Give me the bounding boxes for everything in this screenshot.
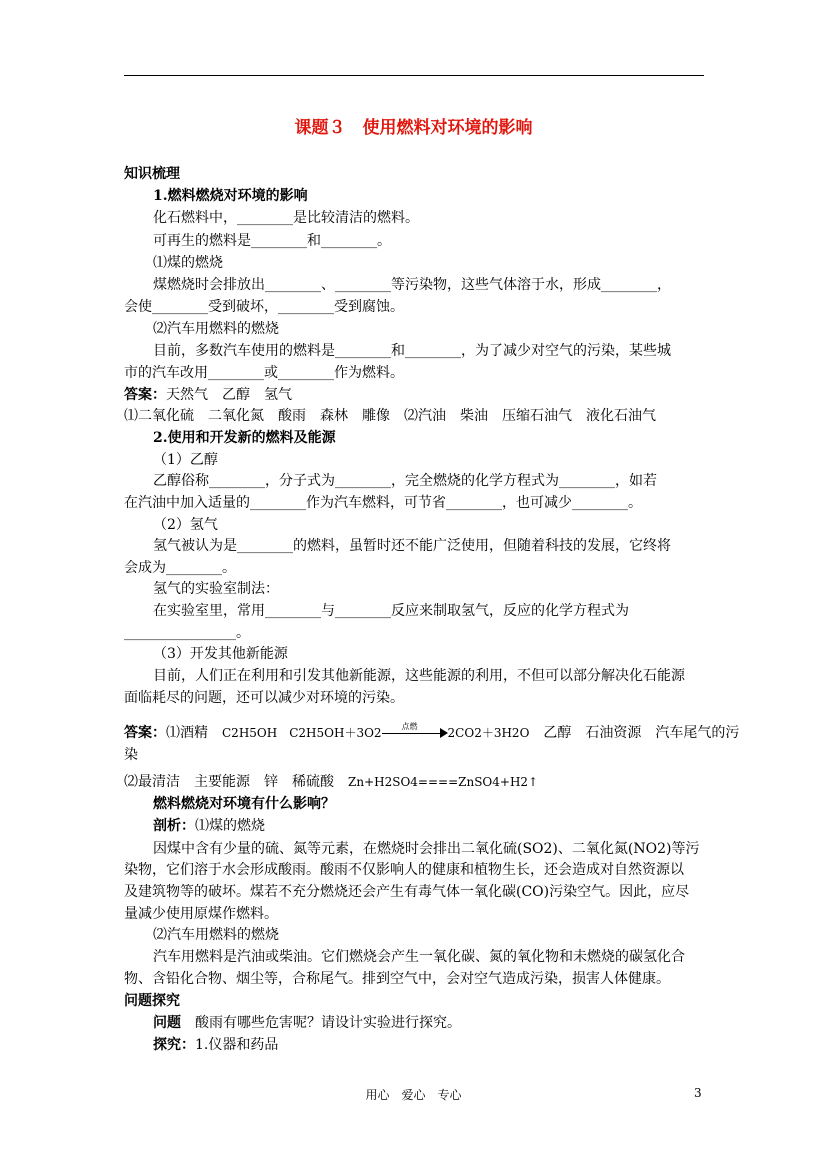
explore-label: 探究：	[153, 1037, 195, 1053]
answer-text: ⑵最清洁 主要能源 锌 稀硫酸	[124, 774, 348, 790]
section-heading-knowledge: 知识梳理	[124, 166, 180, 182]
text-line: 可再生的燃料是________和________。	[153, 233, 391, 249]
chem-formula: Zn+H2SO4====ZnSO4+H2↑	[348, 775, 539, 789]
answer-2: ⑴二氧化硫 二氧化氮 酸雨 森林 雕像 ⑵汽油 柴油 压缩石油气 液化石油气	[124, 408, 656, 424]
page-number: 3	[694, 1086, 702, 1100]
problem-line	[153, 1014, 461, 1032]
text-line: 市的汽车改用________或________作为燃料。	[124, 365, 404, 381]
answer-text: 天然气 乙醇 氢气	[166, 387, 292, 403]
text-line: 目前，多数汽车使用的燃料是________和________，为了减少对空气的污染，某些城	[153, 343, 671, 359]
text-line: 氢气被认为是________的燃料，虽暂时还不能广泛使用，但随着科技的发展，它终将	[153, 538, 671, 554]
footer-motto: 用心 爱心 专心	[365, 1088, 462, 1102]
problem-text: 酸雨有哪些危害呢？请设计实验进行探究。	[181, 1015, 461, 1031]
text-line: 化石燃料中，________是比较清洁的燃料。	[153, 210, 419, 226]
answer-text: ⑴酒精	[166, 725, 222, 741]
subheading-new-fuels: 2.使用和开发新的燃料及能源	[153, 430, 336, 446]
answer-label: 答案：	[124, 725, 166, 741]
subheading-car-fuel: ⑵汽车用燃料的燃烧	[153, 321, 279, 337]
reaction-condition: 点燃	[401, 722, 418, 731]
text-line: 氢气的实验室制法：	[153, 581, 279, 597]
text-line: 汽车用燃料是汽油或柴油。它们燃烧会产生一氧化碳、氮的氧化物和未燃烧的碳氢化合	[153, 949, 685, 965]
text-line: 会使________受到破坏，________受到腐蚀。	[124, 299, 404, 315]
subheading-fuel-impact: 1.燃料燃烧对环境的影响	[153, 188, 308, 204]
answer-1	[124, 386, 292, 404]
chem-formula: 2CO2＋3H2O	[447, 726, 530, 740]
subheading-hydrogen: （2）氢气	[153, 517, 218, 533]
analysis-title: ⑴煤的燃烧	[195, 818, 265, 834]
text-line: 物、含铅化合物、烟尘等，合称尾气。排到空气中，会对空气造成污染，损害人体健康。	[124, 971, 670, 987]
explore-line	[153, 1036, 278, 1054]
text-line: 在汽油中加入适量的________作为汽车燃料，可节省________，也可减少________。	[124, 495, 642, 511]
section-heading-inquiry: 问题探究	[124, 993, 180, 1009]
page-title: 课题３ 使用燃料对环境的影响	[294, 118, 533, 138]
text-line: 因煤中含有少量的硫、氮等元素，在燃烧时会排出二氧化硫(SO2)、二氧化氮(NO2)等污	[153, 841, 700, 857]
text-line: 在实验室里，常用________与________反应来制取氢气，反应的化学方程式为	[153, 603, 629, 619]
text-line: 量减少使用原煤作燃料。	[124, 906, 278, 922]
header-rule	[124, 75, 704, 76]
explore-text: 1.仪器和药品	[195, 1037, 279, 1053]
text-line: 煤燃烧时会排放出________、________等污染物，这些气体溶于水，形成________，	[153, 277, 671, 293]
text-line: 染	[124, 747, 138, 763]
answer-line	[124, 773, 538, 791]
answer-label: 答案：	[124, 387, 166, 403]
answer-section2	[124, 724, 739, 742]
reaction-arrow-icon	[382, 722, 448, 739]
question-heading: 燃料燃烧对环境有什么影响？	[153, 796, 335, 812]
text-line: 会成为________。	[124, 560, 236, 576]
answer-text: 乙醇 石油资源 汽车尾气的污	[529, 725, 740, 741]
text-line: 及建筑物等的破坏。煤若不充分燃烧还会产生有毒气体一氧化碳(CO)污染空气。因此，应尽	[124, 884, 690, 900]
subheading-new-energy: （3）开发其他新能源	[153, 646, 288, 662]
text-line: 面临耗尽的问题，还可以减少对环境的污染。	[124, 690, 404, 706]
text-line: ________________。	[124, 625, 250, 641]
text-line: 目前，人们正在利用和引发其他新能源，这些能源的利用，不但可以部分解决化石能源	[153, 668, 685, 684]
analysis-label: 剖析：	[153, 818, 195, 834]
chem-formula: C2H5OH C2H5OH＋3O2	[222, 726, 382, 740]
subheading-car-fuel: ⑵汽车用燃料的燃烧	[153, 927, 279, 943]
text-line: 染物，它们溶于水会形成酸雨。酸雨不仅影响人的健康和植物生长，还会造成对自然资源以	[124, 862, 684, 878]
problem-label: 问题	[153, 1015, 181, 1031]
analysis-line	[153, 817, 265, 835]
subheading-ethanol: （1）乙醇	[153, 452, 218, 468]
text-line: 乙醇俗称________，分子式为________，完全燃烧的化学方程式为________，如若	[153, 473, 657, 489]
subheading-coal: ⑴煤的燃烧	[153, 255, 223, 271]
